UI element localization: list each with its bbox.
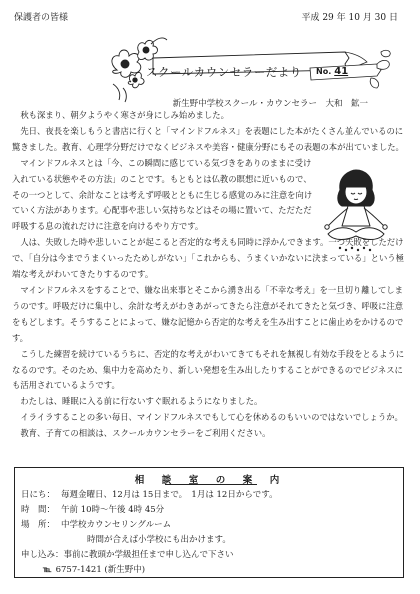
notice-time-row xyxy=(21,503,164,515)
paragraph: 秋も深まり、朝夕ようやく寒さが身にしみ始めました。 xyxy=(20,110,229,120)
place-label: 場 所： xyxy=(21,520,56,530)
tel-number: 6757-1421 (新生野中) xyxy=(55,565,146,575)
notice-apply-row: 申し込み：事前に教頭か学級担任まで申し込んで下さい xyxy=(21,550,234,560)
date-label: 日にち： xyxy=(21,490,56,500)
paragraph: マインドフルネスをすることで、嫌な出来事とそこから湧き出る「不幸な考え」を一旦切り離してしまうのです。呼吸だけに集中し、余計な考えがわきあがってきたら注意がそれてきたと気づき、呼吸に注意をもどします。そうすることによって、嫌な記憶から否定的な考えを生み出すことに歯止めをかけるのです。 xyxy=(12,284,404,343)
meditating-girl-illustration xyxy=(320,168,390,254)
notice-place-row xyxy=(21,518,171,530)
paragraph: 人は、失敗した時や悲しいことが起こると否定的な考えも同時に浮かんできます。一つ失敗をしただけで、「自分は今までうまくいったためしがない」「これからも、うまくいかないに決まっている」という極端な考えがわいてきたりするのです。 xyxy=(12,237,404,280)
paragraph: 教育、子育ての相談は、スクールカウンセラーをご利用ください。 xyxy=(20,428,271,439)
author-line: 新生野中学校スクール・カウンセラー 大和 鉱一 xyxy=(172,99,368,109)
telephone-icon: ℡ xyxy=(43,564,52,574)
paragraph: イライラすることの多い毎日、マインドフルネスでもして心を休めるのもいいのではないでしょうか。 xyxy=(20,412,403,423)
issue-number xyxy=(316,66,348,77)
notice-place-note: 時間が合えば小学校にも出かけます。 xyxy=(87,535,231,545)
paragraph: 先日、夜長を楽しもうと書店に行くと「マインドフルネス」を表題にした本がたくさん並んでいるのに驚きました。教育、心理学分野だけでなくビジネスや美容・健康分野にもその表題の本が出ていました。 xyxy=(12,125,404,152)
title-banner-illustration xyxy=(105,18,395,108)
time-label: 時 間： xyxy=(21,505,56,515)
notice-title: 相 談 室 の 案 内 xyxy=(134,475,284,486)
time-value: 午前 10時～午後 4時 45分 xyxy=(61,505,165,515)
counseling-room-notice xyxy=(14,467,404,578)
paragraph: マインドフルネスとは「今、この瞬間に感じている気づきをありのままに受け入れている状態やその方法」のことです。もともとは仏教の瞑想に近いもので、その一つとして、余計なことは考えず呼吸とともに生じる感覚のみに注意を向けていく方法があります。心配事や悲しい気持ちなどはその場に置いて、ただただ呼吸する息の流れだけに注意を向けるやり方です。 xyxy=(12,157,313,232)
paragraph: わたしは、睡眠に入る前に行ないすぐ眠れるようになりました。 xyxy=(20,396,263,407)
notice-tel-row xyxy=(21,563,145,575)
recipient: 保護者の皆様 xyxy=(14,13,69,23)
article-body xyxy=(12,108,409,442)
issue-date: 平成 29 年 10 月 30 日 xyxy=(301,13,398,23)
date-value: 毎週金曜日、12月は 15日まで。 1月は 12日からです。 xyxy=(61,490,278,500)
paragraph: こうした練習を続けているうちに、否定的な考えがわいてきてもそれを無視し有効な手段をとるようになるのです。そのため、集中力を高めたり、新しい発想を生み出したりすることができるのでビジネスにも活用されているようです。 xyxy=(12,348,405,391)
notice-date-row xyxy=(21,488,278,500)
place-value: 中学校カウンセリングルーム xyxy=(61,520,172,530)
newsletter-title: スクールカウンセラーだより xyxy=(146,65,302,79)
issue-number-value: 41 xyxy=(334,66,349,77)
issue-prefix: No. xyxy=(316,67,332,76)
title-underline xyxy=(165,484,257,485)
